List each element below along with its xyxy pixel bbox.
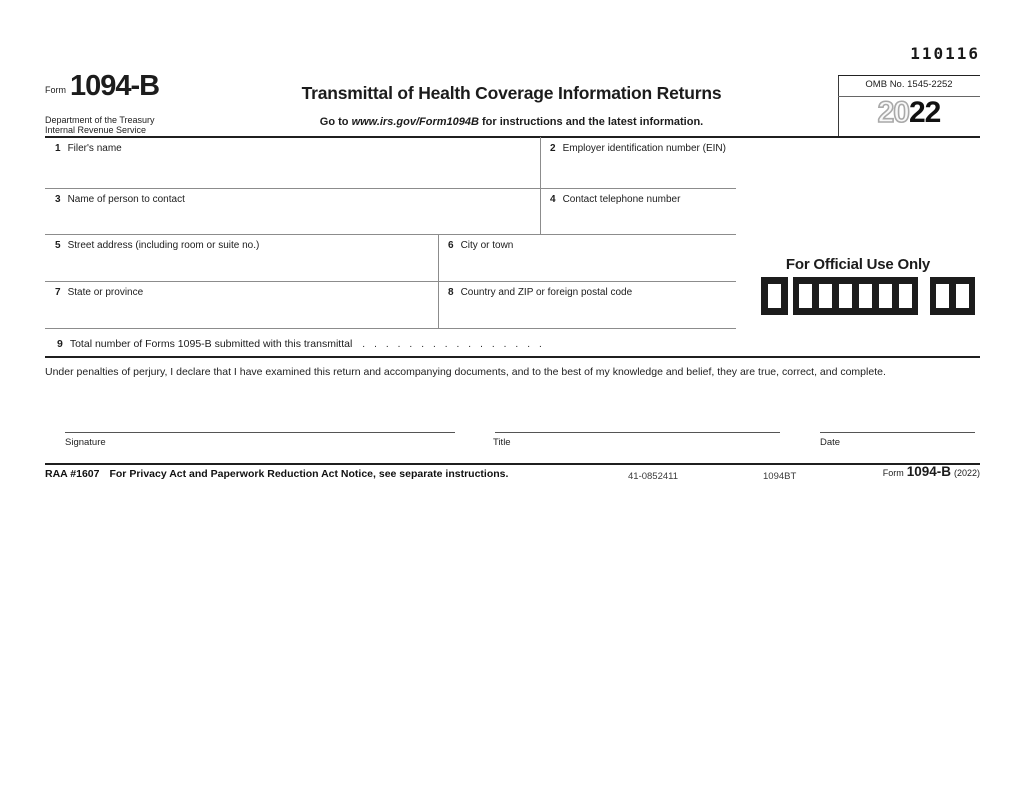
title-line[interactable] (495, 432, 780, 433)
footer-notice (45, 468, 508, 480)
instructions-line (185, 116, 838, 128)
footer-form-id (883, 464, 980, 479)
field-9-entry-box[interactable] (598, 329, 736, 356)
signature-label: Signature (65, 437, 106, 448)
official-use-box-window (819, 284, 832, 308)
field-4-contact-phone-cell[interactable] (540, 189, 736, 234)
signature-line[interactable] (65, 432, 455, 433)
agency-line-2: Internal Revenue Service (45, 124, 147, 135)
footer-form-number: 1094-B (906, 464, 951, 479)
field-1-filer-name-cell[interactable] (45, 138, 540, 188)
official-use-box-window (799, 284, 812, 308)
footer-form-word: Form (882, 468, 904, 478)
official-use-box-window (839, 284, 852, 308)
field-8-country-zip-cell[interactable] (438, 282, 736, 328)
footer-code-2: 1094BT (763, 471, 797, 482)
title-label: Title (493, 437, 511, 448)
field-3-contact-name-cell[interactable] (45, 189, 540, 234)
footer-privacy-notice: For Privacy Act and Paperwork Reduction Act Notice, see separate instructions. (109, 468, 509, 480)
agency-name (45, 116, 155, 135)
form-number: 1094-B (70, 70, 160, 102)
official-use-box-group-3 (930, 277, 975, 315)
instructions-prefix: Go to (319, 116, 352, 128)
official-use-title: For Official Use Only (785, 256, 931, 273)
field-7-state-cell[interactable] (45, 282, 438, 328)
official-use-box-window (936, 284, 949, 308)
field-8-label: 8 Country and ZIP or foreign postal code (448, 287, 633, 298)
perjury-statement: Under penalties of perjury, I declare that I have examined this return and accompanying documents, and to the best of my knowledge and belief, they are true, correct, and complete. (45, 366, 886, 378)
field-2-label: 2 Employer identification number (EIN) (550, 143, 726, 154)
official-use-box-window (899, 284, 912, 308)
official-use-box-group-1 (761, 277, 788, 315)
date-line[interactable] (820, 432, 975, 433)
instructions-url: www.irs.gov/Form1094B (351, 116, 479, 128)
tax-year (838, 98, 980, 128)
field-7-label: 7 State or province (55, 287, 144, 298)
print-run-code: 110116 (910, 44, 980, 63)
official-use-box-window (768, 284, 781, 308)
footer-form-year: (2022) (953, 468, 980, 478)
field-5-label: 5 Street address (including room or suite no.) (55, 240, 260, 251)
official-use-boxes (761, 277, 975, 315)
official-use-box-window (956, 284, 969, 308)
date-label: Date (820, 437, 841, 448)
footer-raa-code: RAA #1607 (45, 468, 100, 480)
field-1-label: 1 Filer's name (55, 143, 122, 154)
official-use-box-group-2 (793, 277, 918, 315)
form-word-label: Form (45, 85, 66, 95)
instructions-suffix: for instructions and the latest information. (478, 116, 704, 128)
field-9-total-forms-row (45, 329, 597, 356)
field-5-street-address-cell[interactable] (45, 235, 438, 281)
official-use-box-window (859, 284, 872, 308)
footer-rule (45, 463, 980, 465)
tax-year-outline-digits: 20 (877, 96, 909, 129)
field-3-label: 3 Name of person to contact (55, 194, 185, 205)
dot-leader: ................ (362, 339, 551, 350)
agency-line-1: Department of the Treasury (45, 115, 155, 125)
field-6-label: 6 City or town (448, 240, 514, 251)
footer-code-1: 41-0852411 (628, 471, 679, 482)
fields-bottom-rule (45, 356, 980, 358)
page-title: Transmittal of Health Coverage Information Returns (301, 83, 722, 103)
omb-number: OMB No. 1545-2252 (865, 79, 953, 90)
tax-year-solid-digits: 22 (909, 96, 941, 129)
field-4-label: 4 Contact telephone number (550, 194, 681, 205)
official-use-box-window (879, 284, 892, 308)
field-6-city-cell[interactable] (438, 235, 736, 281)
form-id-block (45, 70, 160, 102)
field-2-ein-cell[interactable] (540, 138, 736, 188)
omb-box-top-border (838, 75, 980, 76)
field-9-label: 9 Total number of Forms 1095-B submitted with this transmittal ................ (57, 338, 551, 350)
